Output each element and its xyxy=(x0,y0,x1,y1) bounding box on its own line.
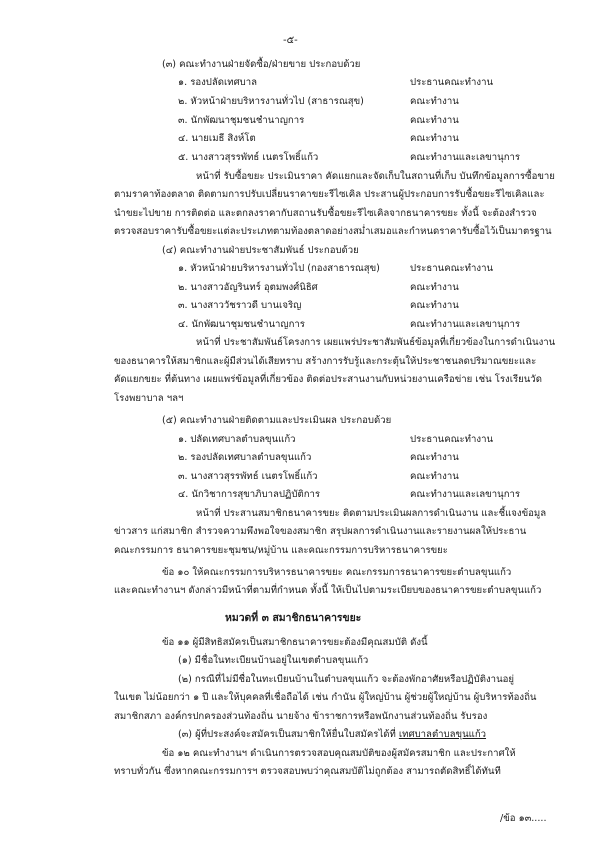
s5-member-1-role: ประธานคณะทำงาน xyxy=(410,434,494,445)
section4-header: (๔) คณะทำงานฝ่ายประชาสัมพันธ์ ประกอบด้วย xyxy=(162,245,359,256)
s4-member-1-name: ๑. หัวหน้าฝ่ายบริหารงานทั่วไป (กองสาธารณสุข) xyxy=(178,263,380,274)
clause10-line-1: ข้อ ๑๐ ให้คณะกรรมการบริหารธนาคารขยะ คณะกรรมการธนาคารขยะตำบลขุนแก้ว xyxy=(162,567,512,578)
s5-member-2-role: คณะทำงาน xyxy=(410,452,459,463)
s4-duty-line-3: คัดแยกขยะ ที่ต้นทาง เผยแพร่ข้อมูลที่เกี่ยวข้อง ติดต่อประสานงานกับหน่วยงานเครือข่าย เช่น โรงเรียนวัด xyxy=(114,374,542,385)
s5-duty-line-3: คณะกรรมการ ธนาคารขยะชุมชน/หมู่บ้าน และคณะกรรมการบริหารธนาคารขยะ xyxy=(114,545,448,556)
s5-member-3-name: ๓. นางสาวสุรรพัทธ์ เนตรโพธิ์แก้ว xyxy=(178,471,318,482)
clause11-item-3 xyxy=(178,728,486,741)
s3-member-4-role: คณะทำงาน xyxy=(410,133,459,144)
clause12-line-1: ข้อ ๑๒ คณะทำงานฯ ดำเนินการตรวจสอบคุณสมบัติของผู้สมัครสมาชิก และประกาศให้ xyxy=(162,748,516,759)
clause12-line-2: ทราบทั่วกัน ซึ่งหากคณะกรรมการฯ ตรวจสอบพบว่าคุณสมบัติไม่ถูกต้อง สามารถตัดสิทธิ์ได้ทันที xyxy=(114,766,501,777)
s3-member-3-role: คณะทำงาน xyxy=(410,115,459,126)
s4-member-3-name: ๓. นางสาววัชราวดี บานเจริญ xyxy=(178,300,302,311)
s4-member-3-role: คณะทำงาน xyxy=(410,300,459,311)
s3-member-5-role: คณะทำงานและเลขานุการ xyxy=(410,152,521,163)
s5-duty-line-1: หน้าที่ ประสานสมาชิกธนาคารขยะ ติดตามประเมินผลการดำเนินงาน และชี้แจงข้อมูล xyxy=(196,508,547,519)
clause11-item-1: (๑) มีชื่อในทะเบียนบ้านอยู่ในเขตตำบลขุนแก้ว xyxy=(178,655,369,666)
clause11-intro: ข้อ ๑๑ ผู้มีสิทธิสมัครเป็นสมาชิกธนาคารขยะต้องมีคุณสมบัติ ดังนี้ xyxy=(162,637,428,648)
s4-member-1-role: ประธานคณะทำงาน xyxy=(410,263,494,274)
s5-duty-line-2: ข่าวสาร แก่สมาชิก สำรวจความพึงพอใจของสมาชิก สรุปผลการดำเนินงานและรายงานผลให้ประธาน xyxy=(114,526,527,537)
s3-member-2-name: ๒. หัวหน้าฝ่ายบริหารงานทั่วไป (สาธารณสุข) xyxy=(178,96,364,107)
s5-member-4-name: ๔. นักวิชาการสุขาภิบาลปฏิบัติการ xyxy=(178,489,321,500)
s5-member-4-role: คณะทำงานและเลขานุการ xyxy=(410,489,521,500)
clause11-item-2-line-1: (๒) กรณีที่ไม่มีชื่อในทะเบียนบ้านในตำบลขุนแก้ว จะต้องพักอาศัยหรือปฏิบัติงานอยู่ xyxy=(178,674,515,685)
s5-member-3-role: คณะทำงาน xyxy=(410,471,459,482)
s5-member-1-name: ๑. ปลัดเทศบาลตำบลขุนแก้ว xyxy=(178,434,296,445)
s4-member-2-role: คณะทำงาน xyxy=(410,282,459,293)
s5-member-2-name: ๒. รองปลัดเทศบาลตำบลขุนแก้ว xyxy=(178,452,312,463)
s4-member-4-role: คณะทำงานและเลขานุการ xyxy=(410,319,521,330)
s3-duty-line-1: หน้าที่ รับซื้อขยะ ประเมินราคา คัดแยกและจัดเก็บในสถานที่เก็บ บันทึกข้อมูลการซื้อขาย xyxy=(196,171,555,182)
clause11-item-3-place: เทศบาลตำบลขุนแก้ว xyxy=(398,729,487,740)
s4-member-2-name: ๒. นางสาวอัญรินทร์ อุตมพงศ์นิธิศ xyxy=(178,282,318,293)
s3-member-2-role: คณะทำงาน xyxy=(410,96,459,107)
s4-duty-line-2: ของธนาคารให้สมาชิกและผู้มีส่วนได้เสียทราบ สร้างการรับรู้และกระตุ้นให้ประชาชนลดปริมาณขยะและ xyxy=(114,356,537,367)
section5-header: (๕) คณะทำงานฝ่ายติดตามและประเมินผล ประกอบด้วย xyxy=(162,415,392,426)
s4-member-4-name: ๔. นักพัฒนาชุมชนชำนาญการ xyxy=(178,319,305,330)
s3-member-5-name: ๕. นางสาวสุรรพัทธ์ เนตรโพธิ์แก้ว xyxy=(178,152,319,163)
clause11-item-2-line-3: สมาชิกสภา องค์กรปกครองส่วนท้องถิ่น นายจ้าง ข้าราชการหรือพนักงานส่วนท้องถิ่น รับรอง xyxy=(114,711,488,722)
s3-duty-line-3: นำขยะไปขาย การติดต่อ และตกลงราคากับสถานรับซื้อขยะรีไซเคิลจากธนาคารขยะ ทั้งนี้ จะต้องสำรวจ xyxy=(114,208,537,219)
clause10-line-2: และคณะทำงานฯ ดังกล่าวมีหน้าที่ตามที่กำหนด ทั้งนี้ ให้เป็นไปตามระเบียบของธนาคารขยะตำบลขุนแก้ว xyxy=(114,585,542,596)
s4-duty-line-4: โรงพยาบาล ฯลฯ xyxy=(114,393,184,404)
s3-duty-line-2: ตามราคาท้องตลาด ติดตามการปรับเปลี่ยนราคาขยะรีไซเคิล ประสานผู้ประกอบการรับซื้อขยะรีไซเคิลและ xyxy=(114,189,545,200)
s3-member-4-name: ๔. นายเมธี สิงห์โต xyxy=(178,133,256,144)
clause11-item-3-text: (๓) ผู้ที่ประสงค์จะสมัครเป็นสมาชิกให้ยื่นใบสมัครได้ที่ xyxy=(178,729,396,740)
s3-duty-line-4: ตรวจสอบราคารับซื้อขยะแต่ละประเภทตามท้องตลาดอย่างสม่ำเสมอและกำหนดราคารับซื้อไว้เป็นมาตรฐาน xyxy=(114,226,552,237)
section3-header: (๓) คณะทำงานฝ่ายจัดซื้อ/ฝ่ายขาย ประกอบด้วย xyxy=(162,59,361,70)
clause11-item-2-line-2: ในเขต ไม่น้อยกว่า ๑ ปี และให้บุคคลที่เชื่อถือได้ เช่น กำนัน ผู้ใหญ่บ้าน ผู้ช่วยผู้ใหญ่บ้าน ผู้บริหารท้องถิ่น xyxy=(114,692,537,703)
s4-duty-line-1: หน้าที่ ประชาสัมพันธ์โครงการ เผยแพร่ประชาสัมพันธ์ข้อมูลที่เกี่ยวข้องในการดำเนินงาน xyxy=(196,337,556,348)
chapter-heading: หมวดที่ ๓ สมาชิกธนาคารขยะ xyxy=(225,612,362,624)
page-number: -๕- xyxy=(283,35,298,46)
s3-member-1-role: ประธานคณะทำงาน xyxy=(410,77,494,88)
next-page-marker: /ข้อ ๑๓..... xyxy=(500,813,547,824)
s3-member-3-name: ๓. นักพัฒนาชุมชนชำนาญการ xyxy=(178,115,305,126)
s3-member-1-name: ๑. รองปลัดเทศบาล xyxy=(178,77,258,88)
